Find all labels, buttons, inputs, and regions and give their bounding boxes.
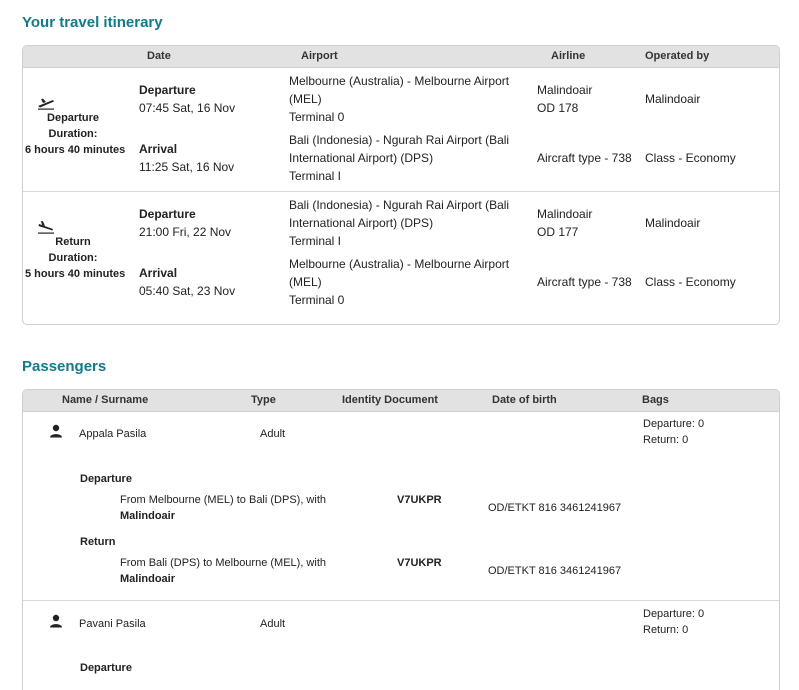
- passengers-table: [22, 389, 780, 690]
- arrival-airport: Melbourne (Australia) - Melbourne Airport (MEL) Terminal 0: [289, 257, 510, 307]
- flight-number: OD 177: [537, 225, 579, 239]
- departure-time: 07:45 Sat, 16 Nov: [139, 101, 236, 115]
- col-dob: Date of birth: [492, 394, 557, 406]
- plane-landing-icon: [37, 220, 55, 234]
- passengers-title: Passengers: [22, 358, 107, 375]
- departure-airport: Bali (Indonesia) - Ngurah Rai Airport (Bali International Airport) (DPS) Terminal I: [289, 198, 510, 248]
- arrival-label: Arrival: [139, 266, 178, 280]
- ticket-number: OD/ETKT 816 3461241967: [488, 565, 622, 577]
- col-airport: Airport: [301, 50, 338, 62]
- bags-departure: Departure: 0: [643, 418, 705, 430]
- arrival-time: 05:40 Sat, 23 Nov: [139, 284, 236, 298]
- flight-number: OD 178: [537, 101, 579, 115]
- airline-name: Malindoair: [537, 83, 593, 97]
- itinerary-table: [22, 45, 780, 325]
- passenger-name: Appala Pasila: [79, 428, 147, 440]
- operated-by: Malindoair: [645, 92, 701, 106]
- col-date: Date: [147, 50, 171, 62]
- departure-time: 21:00 Fri, 22 Nov: [139, 225, 232, 239]
- ticket-number: OD/ETKT 816 3461241967: [488, 502, 622, 514]
- col-airline: Airline: [551, 50, 586, 62]
- col-name: Name / Surname: [62, 394, 149, 406]
- operated-by: Malindoair: [645, 216, 701, 230]
- booking-reference: V7UKPR: [397, 494, 442, 506]
- travel-class: Class - Economy: [645, 275, 736, 289]
- aircraft-type: Aircraft type - 738: [537, 275, 632, 289]
- segment-duration: 5 hours 40 minutes: [25, 268, 126, 280]
- col-identity: Identity Document: [342, 394, 438, 406]
- passengers-header: [23, 390, 779, 412]
- travel-class: Class - Economy: [645, 151, 736, 165]
- duration-label: Duration:: [48, 128, 98, 140]
- arrival-time: 11:25 Sat, 16 Nov: [139, 160, 235, 174]
- row-divider: [23, 600, 779, 601]
- segment-duration: 6 hours 40 minutes: [25, 144, 126, 156]
- segment-direction: Departure: [47, 112, 99, 124]
- col-type: Type: [251, 394, 276, 406]
- duration-label: Duration:: [48, 252, 98, 264]
- segment-direction: Return: [55, 236, 91, 248]
- aircraft-type: Aircraft type - 738: [537, 151, 632, 165]
- leg-label: Departure: [80, 473, 132, 485]
- col-operated-by: Operated by: [645, 50, 710, 62]
- person-icon: [49, 424, 63, 438]
- col-bags: Bags: [642, 394, 669, 406]
- passenger-name: Pavani Pasila: [79, 618, 146, 630]
- leg-label: Departure: [80, 662, 132, 674]
- leg-label: Return: [80, 536, 116, 548]
- person-icon: [49, 614, 63, 628]
- leg-carrier: Malindoair: [120, 573, 176, 585]
- bags-return: Return: 0: [643, 624, 689, 636]
- arrival-label: Arrival: [139, 142, 178, 156]
- departure-label: Departure: [139, 207, 196, 221]
- passenger-type: Adult: [260, 428, 286, 440]
- row-divider: [23, 191, 779, 192]
- leg-carrier: Malindoair: [120, 510, 176, 522]
- departure-label: Departure: [139, 83, 196, 97]
- leg-route: From Bali (DPS) to Melbourne (MEL), with: [120, 557, 326, 569]
- bags-departure: Departure: 0: [643, 608, 705, 620]
- airline-name: Malindoair: [537, 207, 593, 221]
- bags-return: Return: 0: [643, 434, 689, 446]
- leg-route: From Melbourne (MEL) to Bali (DPS), with: [120, 494, 326, 506]
- arrival-airport: Bali (Indonesia) - Ngurah Rai Airport (Bali International Airport) (DPS) Terminal I: [289, 133, 510, 183]
- itinerary-header: [23, 46, 779, 68]
- booking-reference: V7UKPR: [397, 557, 442, 569]
- itinerary-title: Your travel itinerary: [22, 14, 163, 31]
- passenger-type: Adult: [260, 618, 286, 630]
- departure-airport: Melbourne (Australia) - Melbourne Airport (MEL) Terminal 0: [289, 74, 510, 124]
- plane-takeoff-icon: [37, 96, 55, 110]
